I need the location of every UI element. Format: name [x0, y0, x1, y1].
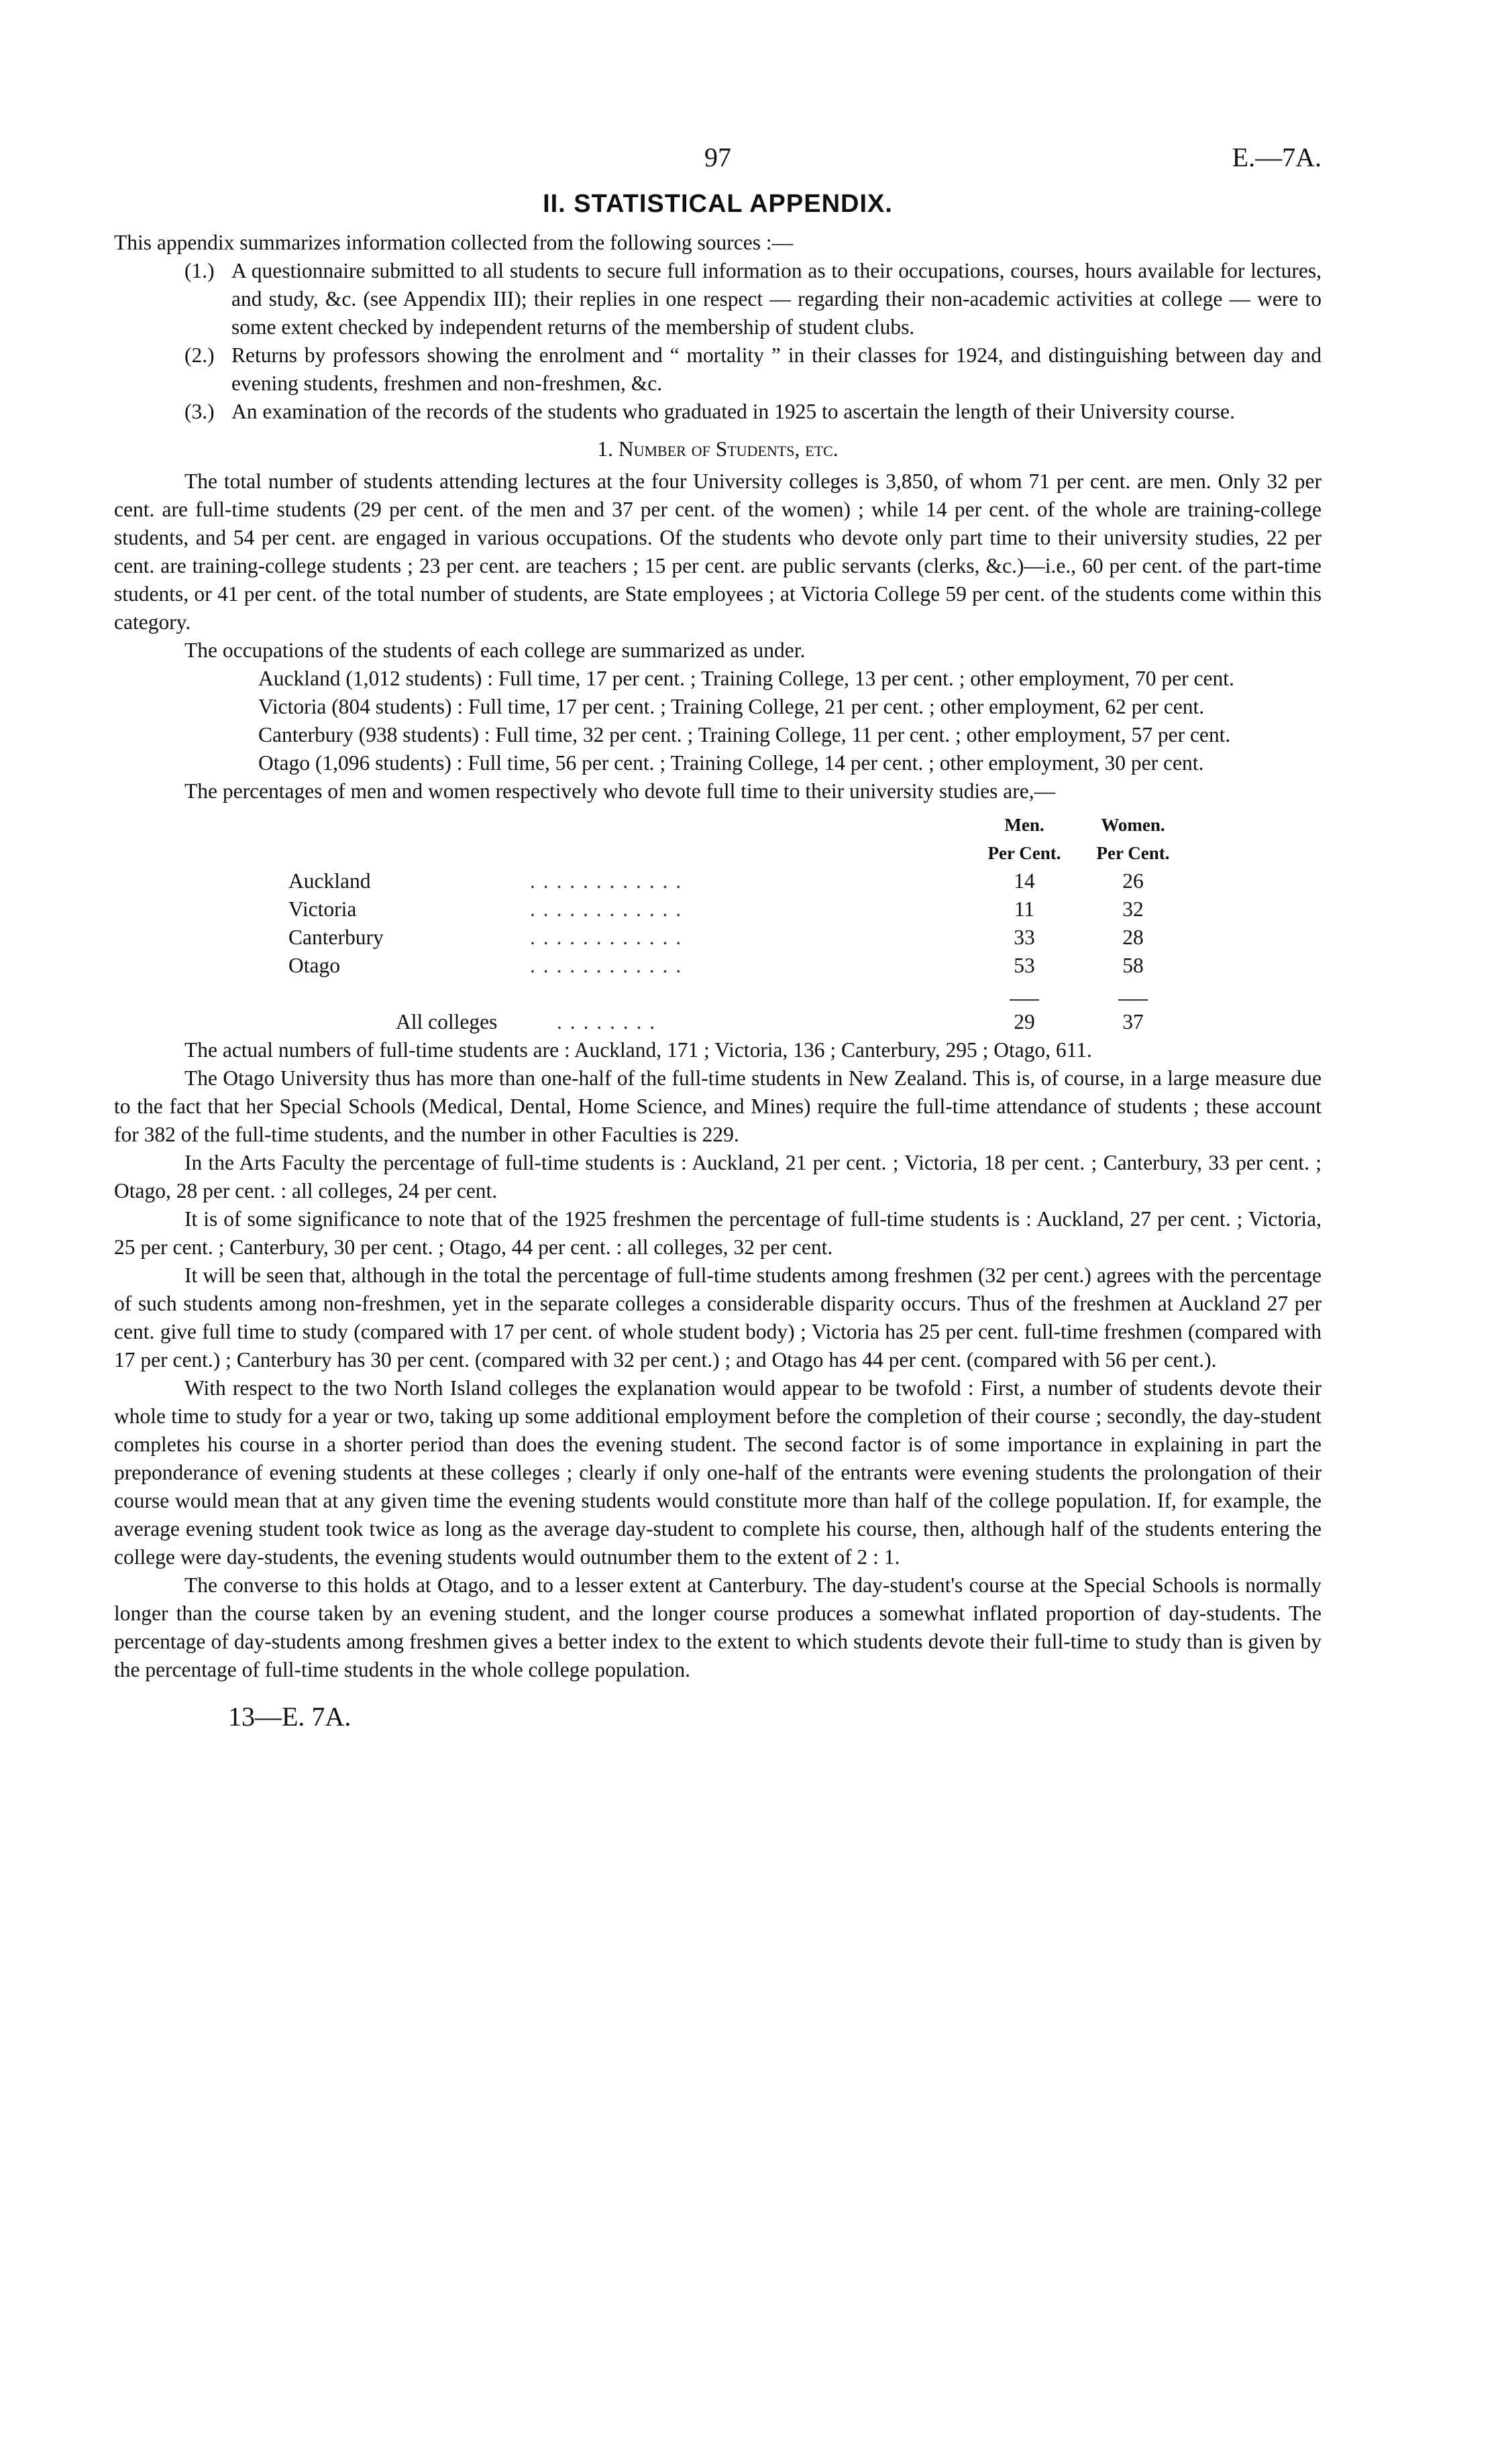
men-total: 29 — [1014, 1010, 1035, 1033]
men-value: 53 — [1014, 954, 1035, 977]
section-title: II. STATISTICAL APPENDIX. — [543, 190, 893, 218]
men-value: 14 — [1014, 869, 1035, 893]
women-total: 37 — [1122, 1010, 1144, 1033]
unit-men: Per Cent. — [987, 843, 1061, 863]
source-item — [184, 257, 1322, 341]
paragraph: With respect to the two North Island colleges the explanation would appear to be twofold : First, a number of students devote their whole time to study for a year or two, taking up some additional employment before the completion of their course ; secondly, the day-student completes his course in a shorter period than does the evening student. The second factor is of some importance in explaining in part the preponderance of evening students at these colleges ; clearly if only one-half of the entrants were evening students the prolongation of their course would mean that at any given time the evening students would constitute more than half of the college population. If, for example, the average evening student took twice as long as the average day-student to complete his course, then, although half of the students entering the college were day-students, the evening students would outnumber them to the extent of 2 : 1. — [114, 1376, 1322, 1569]
subheading: 1. Number of Students, etc. — [597, 437, 839, 461]
total-rule-row — [288, 980, 1187, 1008]
women-value: 58 — [1122, 954, 1144, 977]
page-footer: 13—E. 7A. — [228, 1701, 352, 1732]
college-summary: Auckland (1,012 students) : Full time, 17 per cent. ; Training College, 13 per cent. ; other employment, 70 per cent. — [258, 667, 1234, 690]
column-header-women: Women. — [1101, 815, 1165, 835]
leader-dots: . . . . . . . . . . . . — [530, 897, 683, 921]
column-header-men: Men. — [1004, 815, 1044, 835]
unit-women: Per Cent. — [1096, 843, 1170, 863]
college-name: Auckland — [288, 869, 371, 893]
table-row — [288, 923, 1187, 952]
source-number: (1.) — [184, 259, 215, 282]
source-number: (2.) — [184, 343, 215, 367]
table-total-row — [288, 1008, 1187, 1036]
leader-dots: . . . . . . . . — [557, 1010, 657, 1033]
intro-paragraph: This appendix summarizes information collected from the following sources :— — [114, 231, 794, 254]
paragraph: The total number of students attending lectures at the four University colleges is 3,850, of whom 71 per cent. are men. Only 32 per cent. are full-time students (29 per cent. of the men and 37 per cent. of the women) ; while 14 per cent. of the whole are training-college students, and 54 per cent. are engaged in various occupations. Of the students who devote only part time to their university studies, 22 per cent. are training-college students ; 23 per cent. are teachers ; 15 per cent. are public servants (clerks, &c.)—i.e., 60 per cent. of the part-time students, or 41 per cent. of the total number of students, are State employees ; at Victoria College 59 per cent. of the students come within this category. — [114, 469, 1322, 634]
women-value: 28 — [1122, 926, 1144, 949]
source-text: Returns by professors showing the enrolment and “ mortality ” in their classes for 1924, and distinguishing between day and evening students, freshmen and non-freshmen, &c. — [231, 343, 1322, 395]
paragraph: The actual numbers of full-time students are : Auckland, 171 ; Victoria, 136 ; Canterbury, 295 ; Otago, 611. — [184, 1038, 1092, 1062]
women-value: 26 — [1122, 869, 1144, 893]
document-code: E.—7A. — [1232, 142, 1322, 172]
women-value: 32 — [1122, 897, 1144, 921]
table-row — [288, 867, 1187, 895]
source-number: (3.) — [184, 400, 215, 423]
paragraph: The converse to this holds at Otago, and to a lesser extent at Canterbury. The day-student's course at the Special Schools is normally longer than the course taken by an evening student, and the longer course produces a somewhat inflated proportion of day-students. The percentage of day-students among freshmen gives a better index to the extent to which students devote their full-time to study than is given by the percentage of full-time students in the whole college population. — [114, 1573, 1322, 1681]
college-summary: Otago (1,096 students) : Full time, 56 per cent. ; Training College, 14 per cent. ; other employment, 30 per cent. — [258, 751, 1204, 775]
leader-dots: . . . . . . . . . . . . — [530, 926, 683, 949]
total-rule — [1010, 999, 1039, 1001]
paragraph: In the Arts Faculty the percentage of full-time students is : Auckland, 21 per cent. ; Victoria, 18 per cent. ; Canterbury, 33 per cent. ; Otago, 28 per cent. : all colleges, 24 per cent. — [114, 1151, 1322, 1202]
source-text: An examination of the records of the students who graduated in 1925 to ascertain the length of their University course. — [231, 400, 1235, 423]
table-row — [288, 952, 1187, 980]
table-row — [288, 895, 1187, 923]
source-item — [184, 398, 1322, 426]
total-rule — [1118, 999, 1148, 1001]
college-name: Canterbury — [288, 926, 384, 949]
paragraph: The occupations of the students of each college are summarized as under. — [184, 638, 806, 662]
paragraph: The Otago University thus has more than one-half of the full-time students in New Zealand. This is, of course, in a large measure due to the fact that her Special Schools (Medical, Dental, Home Science, and Mines) require the full-time attendance of students ; these account for 382 of the full-time students, and the number in other Faculties is 229. — [114, 1066, 1322, 1146]
paragraph: It will be seen that, although in the total the percentage of full-time students among freshmen (32 per cent.) agrees with the percentage of such students among non-freshmen, yet in the separate colleges a considerable disparity occurs. Thus of the freshmen at Auckland 27 per cent. give full time to study (compared with 17 per cent. of whole student body) ; Victoria has 25 per cent. full-time freshmen (compared with 17 per cent.) ; Canterbury has 30 per cent. (compared with 32 per cent.) ; and Otago has 44 per cent. (compared with 56 per cent.). — [114, 1264, 1322, 1371]
paragraph: It is of some significance to note that of the 1925 freshmen the percentage of full-time students is : Auckland, 27 per cent. ; Victoria, 25 per cent. ; Canterbury, 30 per cent. ; Otago, 44 per cent. : all colleges, 32 per cent. — [114, 1207, 1322, 1259]
leader-dots: . . . . . . . . . . . . — [530, 869, 683, 893]
leader-dots: . . . . . . . . . . . . — [530, 954, 683, 977]
total-label: All colleges — [396, 1010, 498, 1033]
men-value: 33 — [1014, 926, 1035, 949]
paragraph: The percentages of men and women respectively who devote full time to their university studies are,— — [184, 779, 1056, 803]
page-number: 97 — [704, 142, 731, 172]
table-unit-row — [288, 839, 1187, 867]
men-value: 11 — [1014, 897, 1035, 921]
page-header — [114, 137, 1322, 178]
document-page — [114, 137, 1322, 1731]
college-name: Victoria — [288, 897, 357, 921]
college-summary: Victoria (804 students) : Full time, 17 per cent. ; Training College, 21 per cent. ; other employment, 62 per cent. — [258, 695, 1205, 718]
table-header-row — [288, 811, 1187, 839]
college-name: Otago — [288, 954, 340, 977]
college-summary: Canterbury (938 students) : Full time, 32 per cent. ; Training College, 11 per cent. ; other employment, 57 per cent. — [258, 723, 1231, 746]
source-text: A questionnaire submitted to all students to secure full information as to their occupations, courses, hours available for lectures, and study, &c. (see Appendix III); their replies in one respect — regarding their non-academic activities at college — were to some extent checked by independent returns of the membership of student clubs. — [231, 259, 1322, 339]
fulltime-percentage-table — [288, 811, 1187, 1036]
source-item — [184, 341, 1322, 398]
